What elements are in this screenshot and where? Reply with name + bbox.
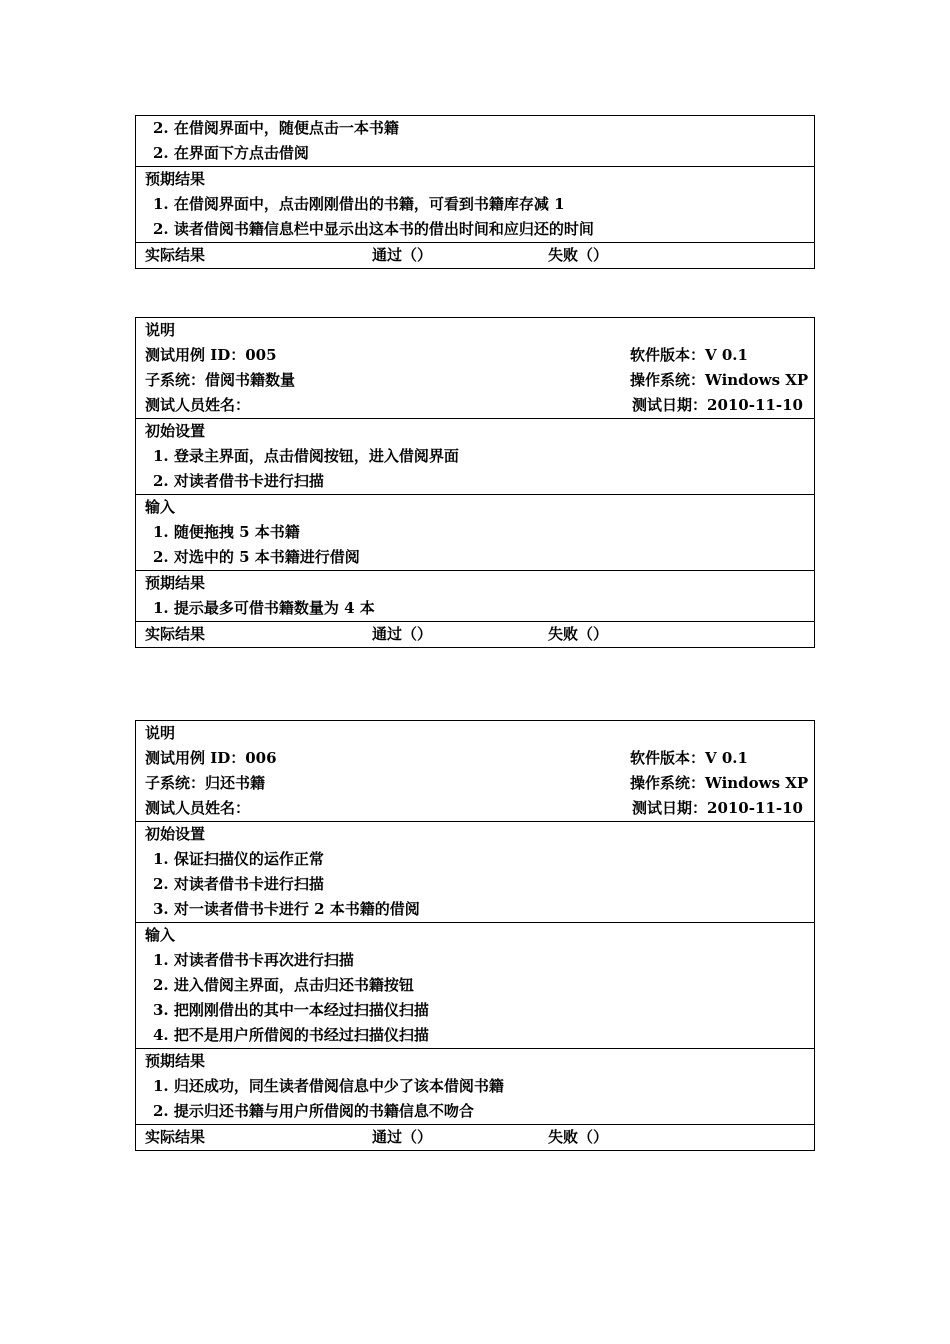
expected-heading: 预期结果 (145, 1052, 206, 1070)
case-id: 测试用例 ID：006 (145, 749, 277, 767)
expected-section (136, 166, 814, 242)
test-case-card-006 (135, 720, 815, 1151)
pass-option: 通过（） (372, 1128, 433, 1146)
expected-item: 2. 读者借阅书籍信息栏中显示出这本书的借出时间和应归还的时间 (153, 220, 594, 238)
subsystem: 子系统：归还书籍 (145, 774, 266, 792)
setup-item: 1. 保证扫描仪的运作正常 (153, 850, 324, 868)
setup-section (136, 821, 814, 922)
fail-option: 失败（） (548, 246, 609, 264)
software-version: 软件版本：V 0.1 (630, 749, 748, 767)
pass-option: 通过（） (372, 246, 433, 264)
setup-heading: 初始设置 (145, 422, 206, 440)
expected-item: 1. 在借阅界面中，点击刚刚借出的书籍，可看到书籍库存减 1 (153, 195, 565, 213)
tester-name: 测试人员姓名： (145, 799, 251, 817)
input-heading: 输入 (145, 926, 176, 944)
expected-section (136, 570, 814, 621)
expected-heading: 预期结果 (145, 574, 206, 592)
setup-item: 3. 对一读者借书卡进行 2 本书籍的借阅 (153, 900, 420, 918)
steps-section (136, 116, 814, 166)
input-item: 1. 对读者借书卡再次进行扫描 (153, 951, 354, 969)
fail-option: 失败（） (548, 1128, 609, 1146)
setup-section (136, 418, 814, 494)
result-label: 实际结果 (145, 625, 206, 643)
input-item: 2. 对选中的 5 本书籍进行借阅 (153, 548, 360, 566)
description-heading: 说明 (145, 321, 176, 339)
setup-item: 2. 对读者借书卡进行扫描 (153, 875, 324, 893)
pass-option: 通过（） (372, 625, 433, 643)
result-label: 实际结果 (145, 246, 206, 264)
result-row (136, 621, 814, 647)
description-section (136, 721, 814, 821)
expected-section (136, 1048, 814, 1124)
step-item: 2. 在界面下方点击借阅 (153, 144, 309, 162)
input-section (136, 922, 814, 1048)
input-item: 2. 进入借阅主界面，点击归还书籍按钮 (153, 976, 414, 994)
subsystem: 子系统：借阅书籍数量 (145, 371, 296, 389)
description-heading: 说明 (145, 724, 176, 742)
expected-item: 1. 归还成功，同生读者借阅信息中少了该本借阅书籍 (153, 1077, 504, 1095)
input-item: 4. 把不是用户所借阅的书经过扫描仪扫描 (153, 1026, 429, 1044)
expected-item: 2. 提示归还书籍与用户所借阅的书籍信息不吻合 (153, 1102, 474, 1120)
test-case-card-005 (135, 317, 815, 648)
test-date: 测试日期：2010-11-10 (632, 396, 803, 414)
test-date: 测试日期：2010-11-10 (632, 799, 803, 817)
setup-item: 2. 对读者借书卡进行扫描 (153, 472, 324, 490)
setup-item: 1. 登录主界面，点击借阅按钮，进入借阅界面 (153, 447, 459, 465)
setup-heading: 初始设置 (145, 825, 206, 843)
result-label: 实际结果 (145, 1128, 206, 1146)
operating-system: 操作系统：Windows XP (630, 774, 809, 792)
input-item: 3. 把刚刚借出的其中一本经过扫描仪扫描 (153, 1001, 429, 1019)
case-id: 测试用例 ID：005 (145, 346, 277, 364)
result-row (136, 242, 814, 268)
result-row (136, 1124, 814, 1150)
operating-system: 操作系统：Windows XP (630, 371, 809, 389)
input-item: 1. 随便拖拽 5 本书籍 (153, 523, 300, 541)
fail-option: 失败（） (548, 625, 609, 643)
step-item: 2. 在借阅界面中，随便点击一本书籍 (153, 119, 399, 137)
software-version: 软件版本：V 0.1 (630, 346, 748, 364)
tester-name: 测试人员姓名： (145, 396, 251, 414)
input-heading: 输入 (145, 498, 176, 516)
description-section (136, 318, 814, 418)
expected-heading: 预期结果 (145, 170, 206, 188)
test-case-card-continued (135, 115, 815, 269)
input-section (136, 494, 814, 570)
expected-item: 1. 提示最多可借书籍数量为 4 本 (153, 599, 375, 617)
